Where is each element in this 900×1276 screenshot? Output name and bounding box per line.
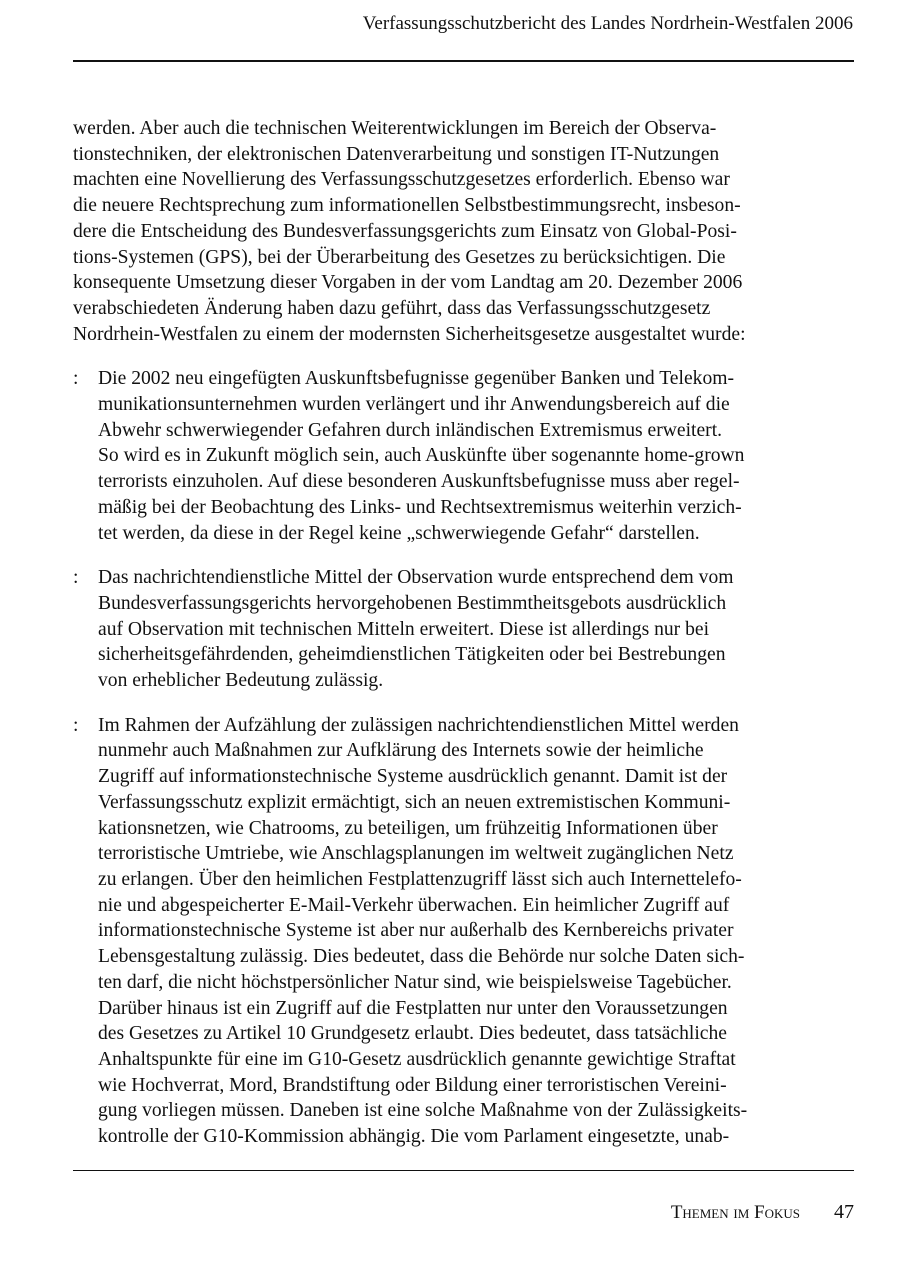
text-line: machten eine Novellierung des Verfassungsschutzgesetzes erforderlich. Ebenso war: [73, 169, 730, 191]
bullet-marker: :: [73, 368, 79, 390]
text-line: Zugriff auf informationstechnische Systeme ausdrücklich genannt. Damit ist der: [98, 766, 728, 788]
text-line: sicherheitsgefährdenden, geheimdienstlichen Tätigkeiten oder bei Bestrebungen: [98, 644, 726, 666]
text-line: Darüber hinaus ist ein Zugriff auf die Festplatten nur unter den Voraussetzungen: [98, 997, 728, 1019]
text-line: mäßig bei der Beobachtung des Links- und Rechtsextremismus weiterhin verzich-: [98, 496, 742, 518]
text-line: gung vorliegen müssen. Daneben ist eine solche Maßnahme von der Zulässigkeits-: [98, 1100, 748, 1122]
text-line: werden. Aber auch die technischen Weiterentwicklungen im Bereich der Observa-: [73, 118, 717, 139]
footer-section-title: Themen im Fokus: [670, 1202, 800, 1223]
text-line: Anhaltspunkte für eine im G10-Gesetz ausdrücklich genannte gewichtige Straftat: [98, 1048, 736, 1070]
text-line: Bundesverfassungsgerichts hervorgehobenen Bestimmtheitsgebots ausdrücklich: [98, 592, 727, 614]
text-line: tions-Systemen (GPS), bei der Überarbeitung des Gesetzes zu berücksichtigen. Die: [73, 246, 726, 268]
text-line: kationsnetzen, wie Chatrooms, zu beteiligen, um frühzeitig Informationen über: [98, 817, 718, 839]
text-line: Das nachrichtendienstliche Mittel der Observation wurde entsprechend dem vom: [98, 567, 734, 589]
text-line: informationstechnische Systeme ist aber nur außerhalb des Kernbereichs privater: [98, 920, 734, 942]
text-line: terrorists einzuholen. Auf diese besonderen Auskunftsbefugnisse muss aber regel-: [98, 471, 740, 493]
text-line: Im Rahmen der Aufzählung der zulässigen nachrichtendienstlichen Mittel werden: [98, 714, 739, 736]
body-text: [73, 116, 854, 1150]
text-line: zu erlangen. Über den heimlichen Festplattenzugriff lässt sich auch Internettelefo-: [98, 868, 742, 890]
bullet-item: [73, 713, 854, 1150]
text-line: kontrolle der G10-Kommission abhängig. Die vom Parlament eingesetzte, unab-: [98, 1126, 730, 1148]
text-line: des Gesetzes zu Artikel 10 Grundgesetz erlaubt. Dies bedeutet, dass tatsächliche: [98, 1023, 727, 1045]
bullet-item: [73, 565, 854, 694]
header-rule: [73, 60, 854, 62]
intro-paragraph: [73, 116, 854, 347]
text-line: Nordrhein-Westfalen zu einem der modernsten Sicherheitsgesetze ausgestaltet wurde:: [73, 323, 746, 345]
text-line: von erheblicher Bedeutung zulässig.: [98, 670, 384, 692]
page-number: 47: [834, 1201, 854, 1223]
footer-rule: [73, 1170, 854, 1171]
bullet-marker: :: [73, 714, 79, 736]
text-line: nie und abgespeicherter E-Mail-Verkehr überwachen. Ein heimlicher Zugriff auf: [98, 894, 730, 916]
text-line: Lebensgestaltung zulässig. Dies bedeutet, dass die Behörde nur solche Daten sich-: [98, 946, 745, 968]
text-line: tet werden, da diese in der Regel keine „schwerwiegende Gefahr“ darstellen.: [98, 522, 700, 544]
text-line: verabschiedeten Änderung haben dazu geführt, dass das Verfassungsschutzgesetz: [73, 297, 711, 319]
text-line: nunmehr auch Maßnahmen zur Aufklärung des Internets sowie der heimliche: [98, 740, 704, 762]
text-line: Abwehr schwerwiegender Gefahren durch inländischen Extremismus erweitert.: [98, 419, 723, 441]
running-header-title: Verfassungsschutzbericht des Landes Nordrhein-Westfalen 2006: [362, 13, 853, 34]
text-line: munikationsunternehmen wurden verlängert und ihr Anwendungsbereich auf die: [98, 394, 730, 416]
text-line: ten darf, die nicht höchstpersönlicher Natur sind, wie beispielsweise Tagebücher.: [98, 971, 732, 993]
text-line: auf Observation mit technischen Mitteln erweitert. Diese ist allerdings nur bei: [98, 618, 710, 640]
text-line: die neuere Rechtsprechung zum informationellen Selbstbestimmungsrecht, insbeson-: [73, 195, 741, 217]
bullet-marker: :: [73, 567, 79, 589]
text-line: terroristische Umtriebe, wie Anschlagsplanungen im weltweit zugänglichen Netz: [98, 843, 734, 865]
bullet-item: [73, 366, 854, 546]
text-line: konsequente Umsetzung dieser Vorgaben in der vom Landtag am 20. Dezember 2006: [73, 272, 743, 294]
text-line: Die 2002 neu eingefügten Auskunftsbefugnisse gegenüber Banken und Telekom-: [98, 368, 735, 390]
text-line: Verfassungsschutz explizit ermächtigt, sich an neuen extremistischen Kommuni-: [98, 791, 731, 813]
text-line: tionstechniken, der elektronischen Datenverarbeitung und sonstigen IT-Nutzungen: [73, 143, 720, 165]
text-line: dere die Entscheidung des Bundesverfassungsgerichts zum Einsatz von Global-Posi-: [73, 220, 737, 242]
text-line: wie Hochverrat, Mord, Brandstiftung oder Bildung einer terroristischen Vereini-: [98, 1074, 727, 1096]
text-line: So wird es in Zukunft möglich sein, auch Auskünfte über sogenannte home-grown: [98, 445, 745, 467]
